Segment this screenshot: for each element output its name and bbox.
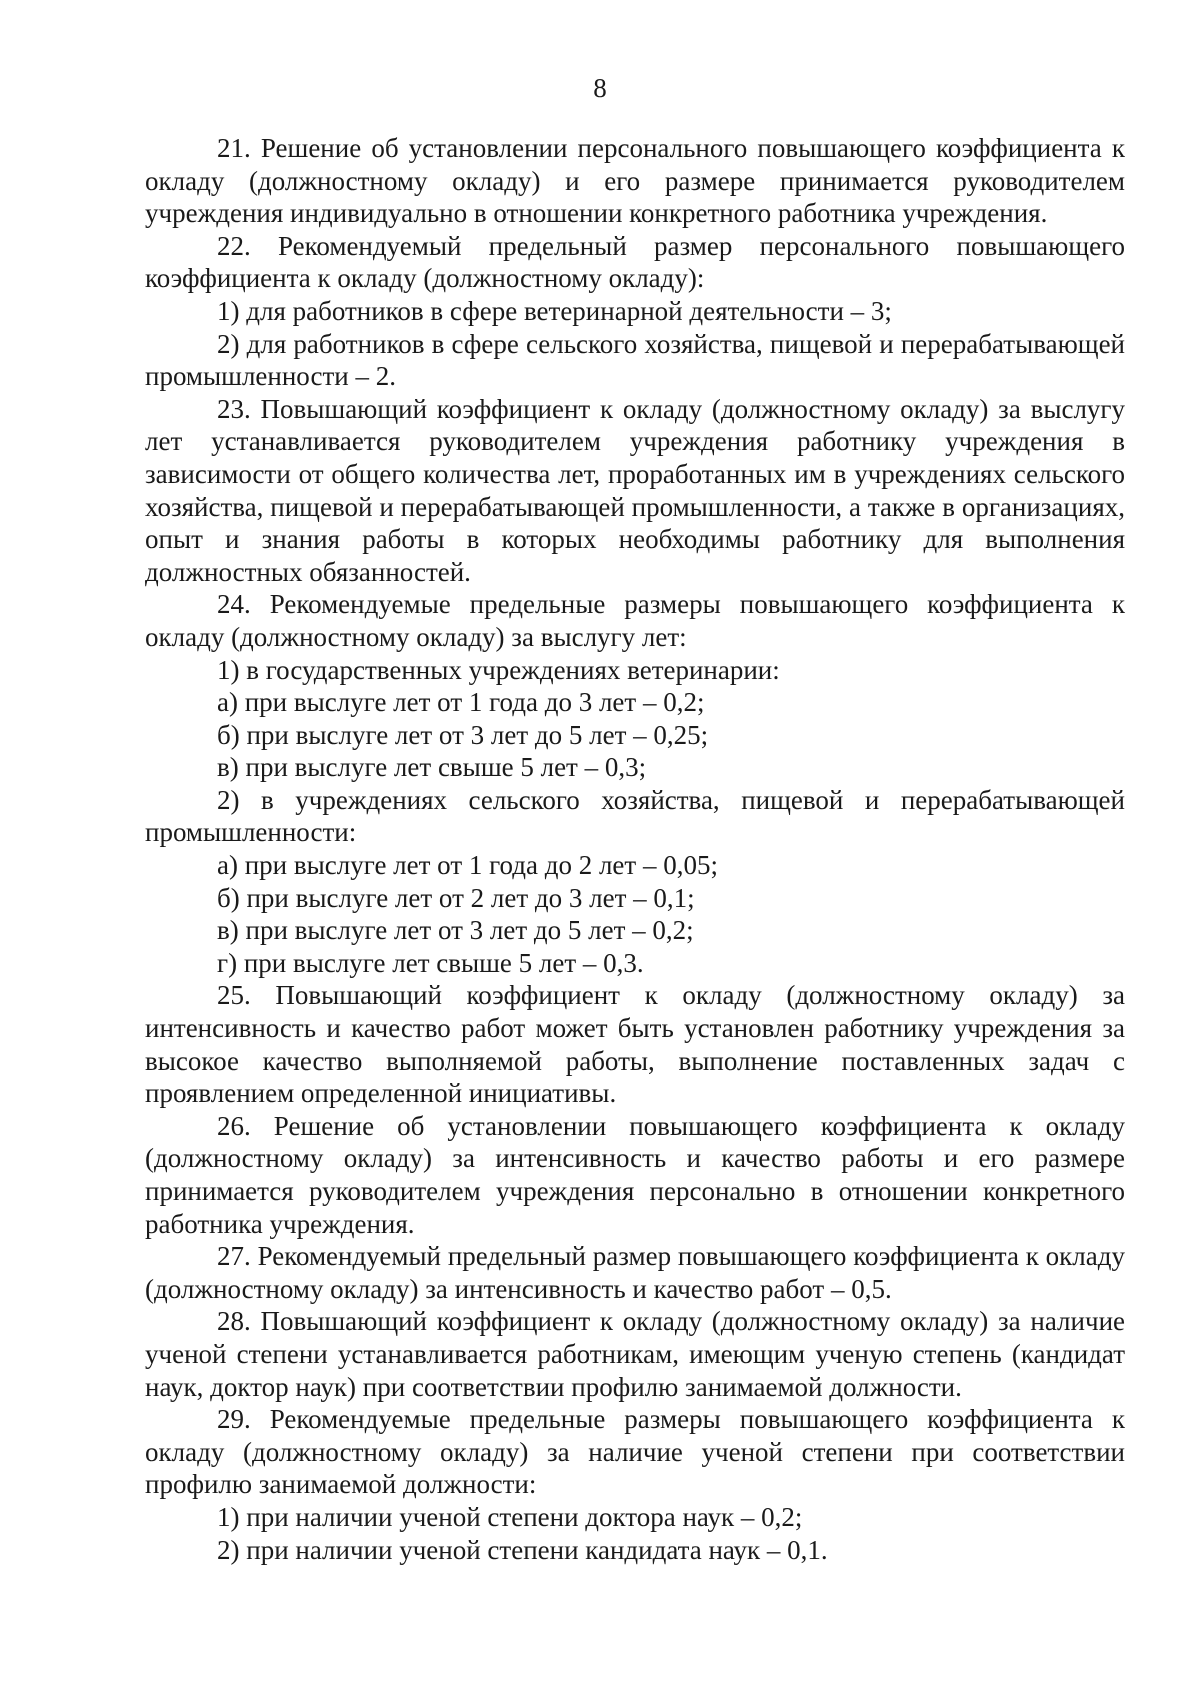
paragraph-27: 27. Рекомендуемый предельный размер повышающего коэффициента к окладу (должностному окладу) за интенсивность и качество работ – 0,5. [145, 1241, 1125, 1304]
paragraph-29-item-1: 1) при наличии ученой степени доктора наук – 0,2; [217, 1501, 803, 1532]
paragraph-22-item-2: 2) для работников в сфере сельского хозяйства, пищевой и перерабатывающей промышленности – 2. [145, 328, 1125, 392]
paragraph-24-item-2: 2) в учреждениях сельского хозяйства, пищевой и перерабатывающей промышленности: [145, 784, 1125, 848]
paragraph-22-item-1: 1) для работников в сфере ветеринарной деятельности – 3; [217, 295, 892, 326]
paragraph-29: 29. Рекомендуемые предельные размеры повышающего коэффициента к окладу (должностному окладу) за наличие ученой степени при соответствии профилю занимаемой должности: [145, 1404, 1125, 1500]
paragraph-24-item-1: 1) в государственных учреждениях ветеринарии: [217, 654, 780, 685]
paragraph-24-item-2-d: г) при выслуге лет свыше 5 лет – 0,3. [217, 947, 644, 978]
paragraph-24-item-1-c: в) при выслуге лет свыше 5 лет – 0,3; [217, 752, 647, 783]
paragraph-29-item-2: 2) при наличии ученой степени кандидата наук – 0,1. [217, 1534, 828, 1565]
page-number: 8 [593, 73, 607, 103]
paragraph-26: 26. Решение об установлении повышающего коэффициента к окладу (должностному окладу) за интенсивность и качество работы и его размере принимается руководителем учреждения персонально в отношении конкретного работника учреждения. [145, 1110, 1125, 1239]
paragraph-24-item-1-a: а) при выслуге лет от 1 года до 3 лет – 0,2; [217, 687, 705, 718]
paragraph-28: 28. Повышающий коэффициент к окладу (должностному окладу) за наличие ученой степени устанавливается работникам, имеющим ученую степень (кандидат наук, доктор наук) при соответствии профилю занимаемой должности. [145, 1306, 1125, 1402]
paragraph-21: 21. Решение об установлении персонального повышающего коэффициента к окладу (должностному окладу) и его размере принимается руководителем учреждения индивидуально в отношении конкретного работника учреждения. [145, 133, 1125, 229]
paragraph-24-item-2-b: б) при выслуге лет от 2 лет до 3 лет – 0,1; [217, 882, 695, 913]
paragraph-24-item-1-b: б) при выслуге лет от 3 лет до 5 лет – 0,25; [217, 719, 709, 750]
paragraph-24-item-2-a: а) при выслуге лет от 1 года до 2 лет – 0,05; [217, 850, 718, 881]
paragraph-24: 24. Рекомендуемые предельные размеры повышающего коэффициента к окладу (должностному окладу) за выслугу лет: [145, 589, 1125, 652]
paragraph-23: 23. Повышающий коэффициент к окладу (должностному окладу) за выслугу лет устанавливается руководителем учреждения работнику учреждения в зависимости от общего количества лет, проработанных им в учреждениях сельского хозяйства, пищевой и перерабатывающей промышленности, а также в организациях, опыт и знания работы в которых необходимы работнику для выполнения должностных обязанностей. [145, 393, 1125, 587]
document-body [145, 132, 1125, 1566]
paragraph-22: 22. Рекомендуемый предельный размер персонального повышающего коэффициента к окладу (должностному окладу): [145, 230, 1125, 294]
paragraph-24-item-2-c: в) при выслуге лет от 3 лет до 5 лет – 0,2; [217, 915, 694, 946]
paragraph-25: 25. Повышающий коэффициент к окладу (должностному окладу) за интенсивность и качество работ может быть установлен работнику учреждения за высокое качество выполняемой работы, выполнение поставленных задач с проявлением определенной инициативы. [145, 980, 1125, 1109]
